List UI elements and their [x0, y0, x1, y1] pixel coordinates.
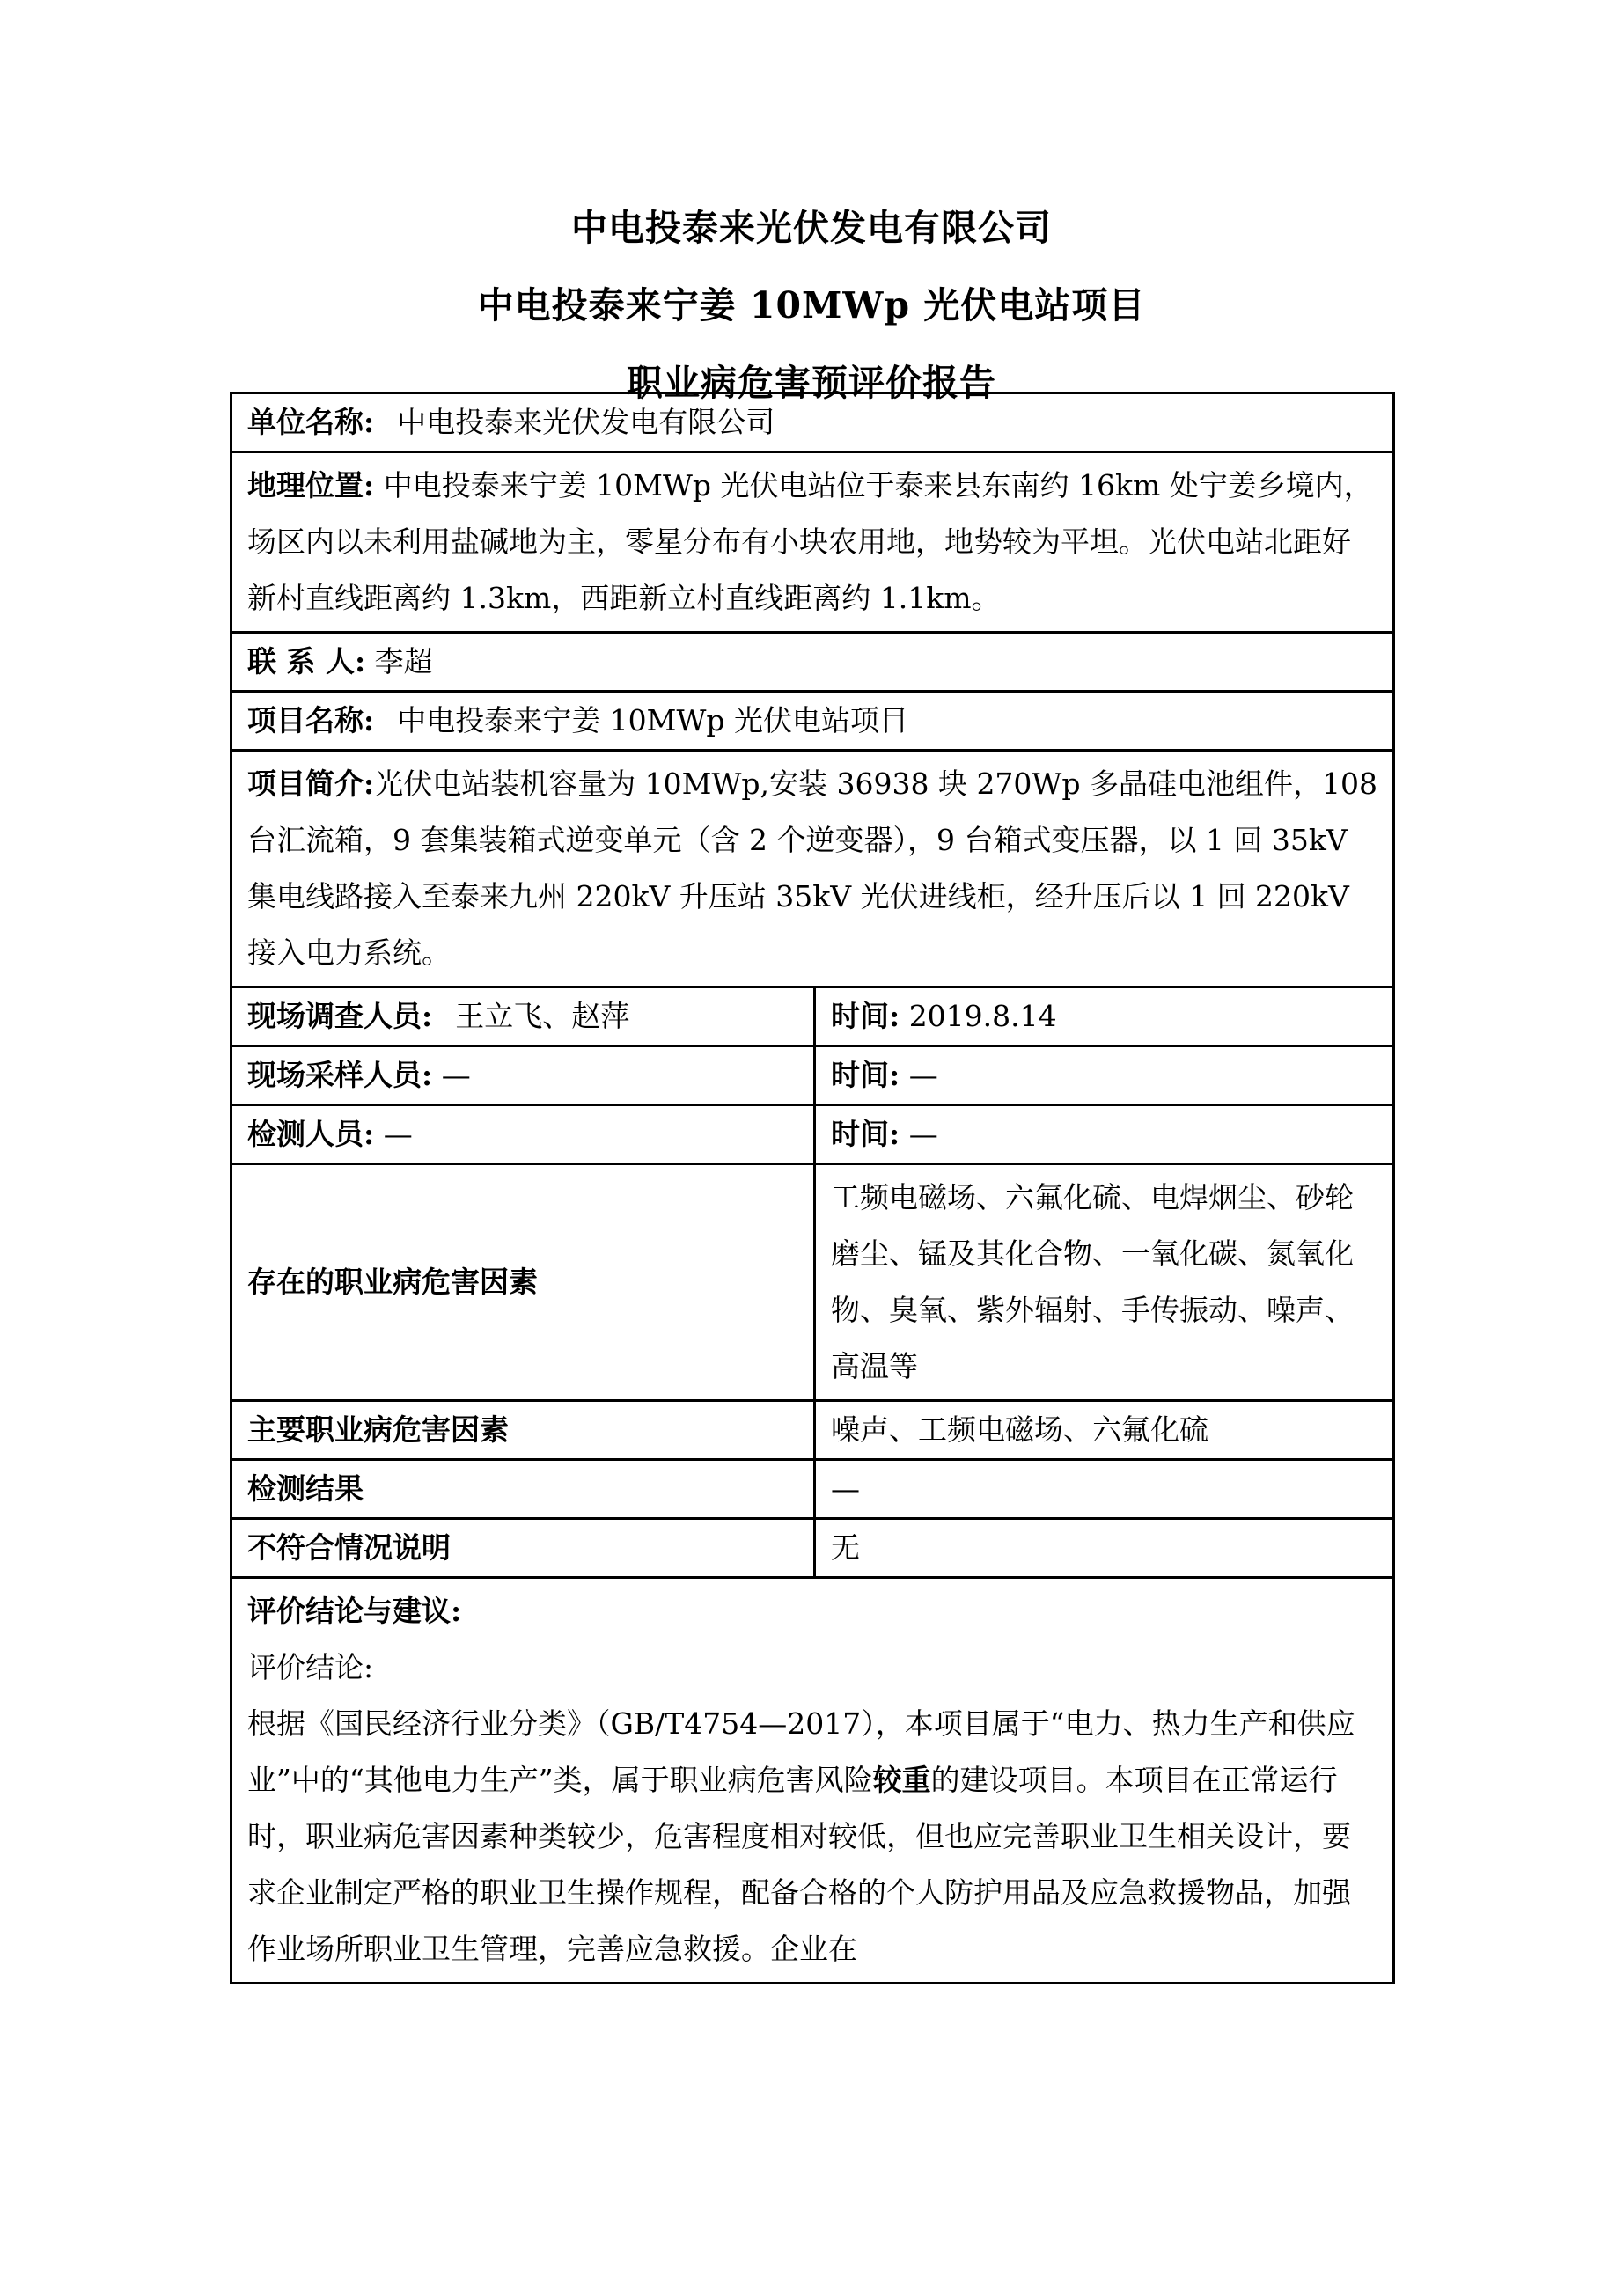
- survey-value: 王立飞、赵萍: [455, 999, 630, 1033]
- sampling-value: —: [441, 1058, 471, 1092]
- hazards-label: 存在的职业病危害因素: [231, 1164, 815, 1401]
- noncompliance-row: [231, 1519, 1394, 1578]
- sampling-label: 现场采样人员:: [247, 1058, 433, 1092]
- conclusion-text-part1: 根据《国民经济行业分类》（GB/T4754—2017），本项目属于“电力、热力生产和供应业”中的“其他电力生产”类，属于职业病危害风险: [247, 1706, 1355, 1797]
- testing-time-cell: [815, 1105, 1394, 1164]
- conclusion-cell: [231, 1578, 1394, 1984]
- survey-time-label: 时间:: [831, 999, 900, 1033]
- testing-time-value: —: [908, 1117, 938, 1151]
- conclusion-subheading: 评价结论:: [247, 1650, 374, 1684]
- survey-row: [231, 987, 1394, 1046]
- project-name-cell: [231, 692, 1394, 751]
- project-intro-label: 项目简介:: [247, 767, 375, 801]
- test-results-value: —: [815, 1460, 1394, 1519]
- company-title: 中电投泰来光伏发电有限公司: [571, 207, 1052, 249]
- report-header: [0, 189, 1623, 422]
- project-name-value: 中电投泰来宁姜 10MWp 光伏电站项目: [397, 703, 908, 737]
- testing-time-label: 时间:: [831, 1117, 900, 1151]
- noncompliance-value: 无: [815, 1519, 1394, 1578]
- contact-cell: [231, 633, 1394, 692]
- survey-time-cell: [815, 987, 1394, 1046]
- hazards-value: 工频电磁场、六氟化硫、电焊烟尘、砂轮磨尘、锰及其化合物、一氧化碳、氮氧化物、臭氧、紫外辐射、手传振动、噪声、高温等: [815, 1164, 1394, 1401]
- survey-label: 现场调查人员:: [247, 999, 433, 1033]
- sampling-cell: [231, 1046, 815, 1105]
- location-value: 中电投泰来宁姜 10MWp 光伏电站位于泰来县东南约 16km 处宁姜乡境内，场区内以未利用盐碱地为主，零星分布有小块农用地，地势较为平坦。光伏电站北距好新村直线距离约 1.3km，西距新立村直线距离约 1.1km。: [247, 468, 1373, 615]
- location-row: [231, 452, 1394, 633]
- sampling-time-value: —: [908, 1058, 938, 1092]
- conclusion-text-part2: 的建设项目。本项目在正常运行时，职业病危害因素种类较少，危害程度相对较低，但也应完善职业卫生相关设计，要求企业制定严格的职业卫生操作规程，配备合格的个人防护用品及应急救援物品，加强作业场所职业卫生管理，完善应急救援。企业在: [247, 1763, 1351, 1966]
- test-results-row: [231, 1460, 1394, 1519]
- contact-value: 李超: [374, 644, 433, 679]
- testing-label: 检测人员:: [247, 1117, 375, 1151]
- test-results-label: 检测结果: [231, 1460, 815, 1519]
- location-label: 地理位置:: [247, 468, 375, 502]
- sampling-time-cell: [815, 1046, 1394, 1105]
- testing-value: —: [383, 1117, 413, 1151]
- location-cell: [231, 452, 1394, 633]
- sampling-time-label: 时间:: [831, 1058, 900, 1092]
- conclusion-heading: 评价结论与建议:: [247, 1594, 462, 1628]
- main-hazards-row: [231, 1401, 1394, 1460]
- testing-row: [231, 1105, 1394, 1164]
- report-title: 职业病危害预评价报告: [627, 362, 996, 404]
- unit-cell: [231, 393, 1394, 452]
- unit-row: [231, 393, 1394, 452]
- conclusion-risk-level: 较重: [872, 1763, 931, 1797]
- survey-time-value: 2019.8.14: [908, 999, 1057, 1033]
- main-hazards-label: 主要职业病危害因素: [231, 1401, 815, 1460]
- unit-label: 单位名称:: [247, 405, 375, 439]
- noncompliance-label: 不符合情况说明: [231, 1519, 815, 1578]
- survey-cell: [231, 987, 815, 1046]
- main-hazards-value: 噪声、工频电磁场、六氟化硫: [815, 1401, 1394, 1460]
- project-title: 中电投泰来宁姜 10MWp 光伏电站项目: [477, 284, 1146, 326]
- project-name-row: [231, 692, 1394, 751]
- project-intro-row: [231, 751, 1394, 987]
- report-summary-table: [230, 392, 1395, 1984]
- testing-cell: [231, 1105, 815, 1164]
- contact-label: 联 系 人:: [247, 644, 366, 679]
- hazards-row: [231, 1164, 1394, 1401]
- project-intro-value: 光伏电站装机容量为 10MWp,安装 36938 块 270Wp 多晶硅电池组件，108 台汇流箱，9 套集装箱式逆变单元（含 2 个逆变器），9 台箱式变压器，以 1 回 35kV 集电线路接入至泰来九州 220kV 升压站 35kV 光伏进线柜，经升压后以 1 回 220kV 接入电力系统。: [247, 767, 1377, 970]
- project-name-label: 项目名称:: [247, 703, 375, 737]
- contact-row: [231, 633, 1394, 692]
- sampling-row: [231, 1046, 1394, 1105]
- project-intro-cell: [231, 751, 1394, 987]
- conclusion-paragraph: [247, 1696, 1377, 1977]
- conclusion-row: [231, 1578, 1394, 1984]
- unit-value: 中电投泰来光伏发电有限公司: [397, 405, 775, 439]
